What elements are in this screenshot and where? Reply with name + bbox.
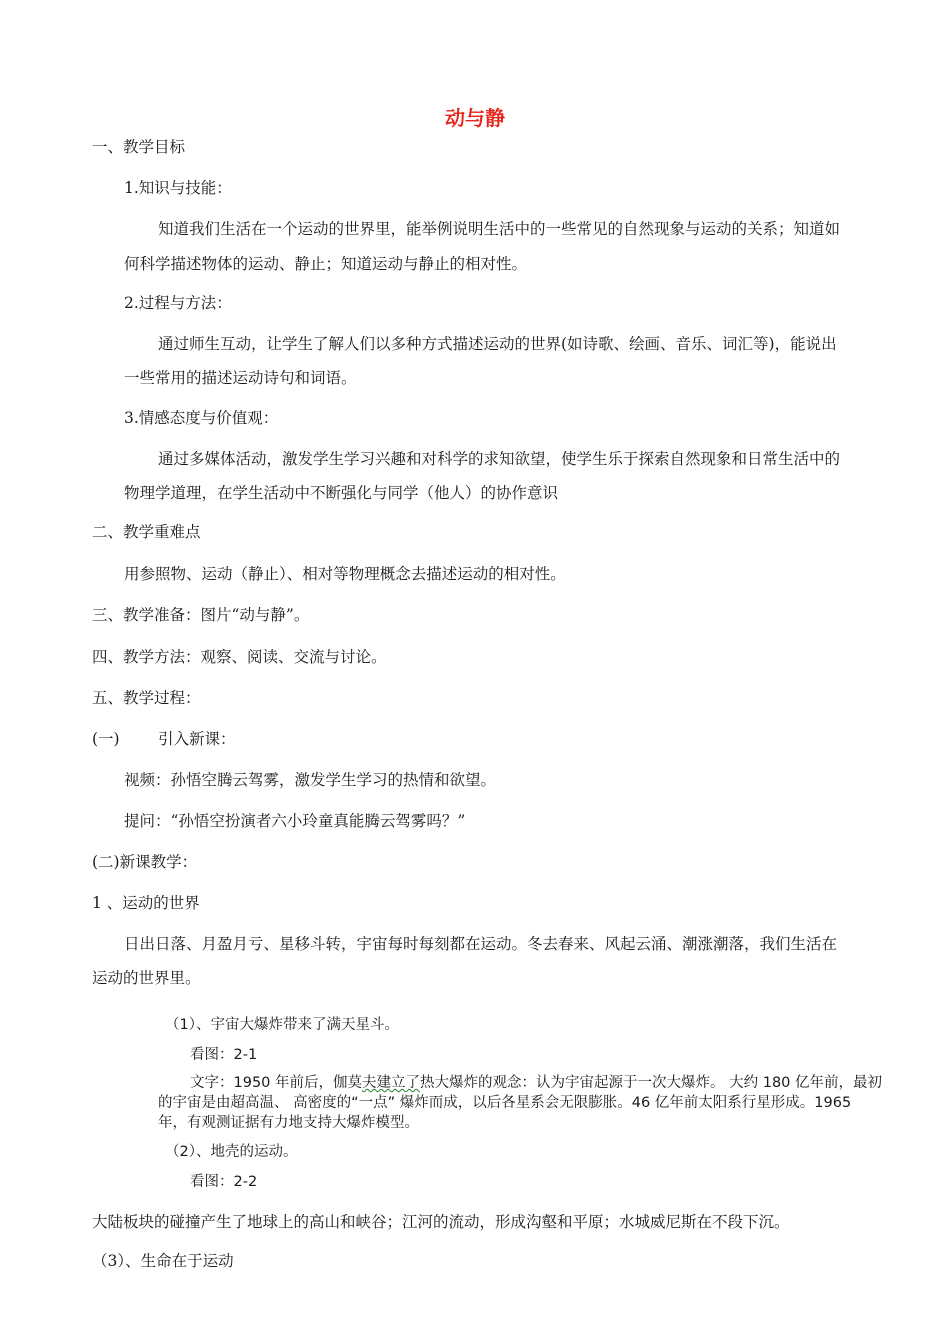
figure-reference: 看图：2-1 <box>190 1047 258 1063</box>
document-title: 动与静 <box>445 106 505 130</box>
step-number: (一) <box>92 730 120 748</box>
paragraph-line: 运动的世界里。 <box>92 969 201 987</box>
paragraph-line: 物理学道理，在学生活动中不断强化与同学（他人）的协作意识 <box>124 484 559 502</box>
paragraph-line: 通过师生互动，让学生了解人们以多种方式描述运动的世界(如诗歌、绘画、音乐、词汇等)，能说出 <box>158 335 837 353</box>
paragraph-line: 何科学描述物体的运动、静止；知道运动与静止的相对性。 <box>124 255 528 273</box>
section-heading-process: 五、教学过程： <box>92 689 201 707</box>
paragraph-line: 文字：1950 年前后，伽莫夫建立了热大爆炸的观念：认为宇宙起源于一次大爆炸。 大约 180 亿年前，最初 <box>190 1075 883 1091</box>
subsection-item: （3）、生命在于运动 <box>92 1252 234 1270</box>
subheading-knowledge: 1.知识与技能： <box>124 179 232 197</box>
paragraph-line: 大陆板块的碰撞产生了地球上的高山和峡谷；江河的流动，形成沟壑和平原；水城威尼斯在不段下沉。 <box>92 1213 790 1231</box>
subsection-heading: 1 、运动的世界 <box>92 894 200 912</box>
section-heading-methods: 四、教学方法：观察、阅读、交流与讨论。 <box>92 648 387 666</box>
paragraph-line: 日出日落、月盈月亏、星移斗转，宇宙每时每刻都在运动。冬去春来、风起云涌、潮涨潮落，我们生活在 <box>124 935 838 953</box>
paragraph-line: 提问：“孙悟空扮演者六小玲童真能腾云驾雾吗？” <box>124 812 466 830</box>
subsection-item: （1）、宇宙大爆炸带来了满天星斗。 <box>165 1017 399 1033</box>
step-heading: (二)新课教学： <box>92 853 198 871</box>
subheading-attitude: 3.情感态度与价值观： <box>124 409 279 427</box>
paragraph-line: 视频：孙悟空腾云驾雾，激发学生学习的热情和欲望。 <box>124 771 497 789</box>
paragraph-line: 年，有观测证据有力地支持大爆炸模型。 <box>158 1115 419 1131</box>
paragraph-line: 一些常用的描述运动诗句和词语。 <box>124 369 357 387</box>
paragraph-line: 通过多媒体活动，激发学生学习兴趣和对科学的求知欲望，使学生乐于探索自然现象和日常生活中的 <box>158 450 841 468</box>
section-heading-key-points: 二、教学重难点 <box>92 523 201 541</box>
subheading-process: 2.过程与方法： <box>124 294 232 312</box>
section-heading-preparation: 三、教学准备：图片“动与静”。 <box>92 606 310 624</box>
paragraph-line: 知道我们生活在一个运动的世界里，能举例说明生活中的一些常见的自然现象与运动的关系；知道如 <box>158 220 841 238</box>
paragraph-line: 的宇宙是由超高温、 高密度的“一点” 爆炸而成，以后各星系会无限膨胀。46 亿年前太阳系行星形成。1965 <box>158 1095 852 1111</box>
figure-reference: 看图：2-2 <box>190 1174 258 1190</box>
paragraph-line: 用参照物、运动（静止）、相对等物理概念去描述运动的相对性。 <box>124 565 566 583</box>
step-title: 引入新课： <box>158 730 236 748</box>
subsection-item: （2）、地壳的运动。 <box>165 1144 298 1160</box>
section-heading-objectives: 一、教学目标 <box>92 138 186 156</box>
